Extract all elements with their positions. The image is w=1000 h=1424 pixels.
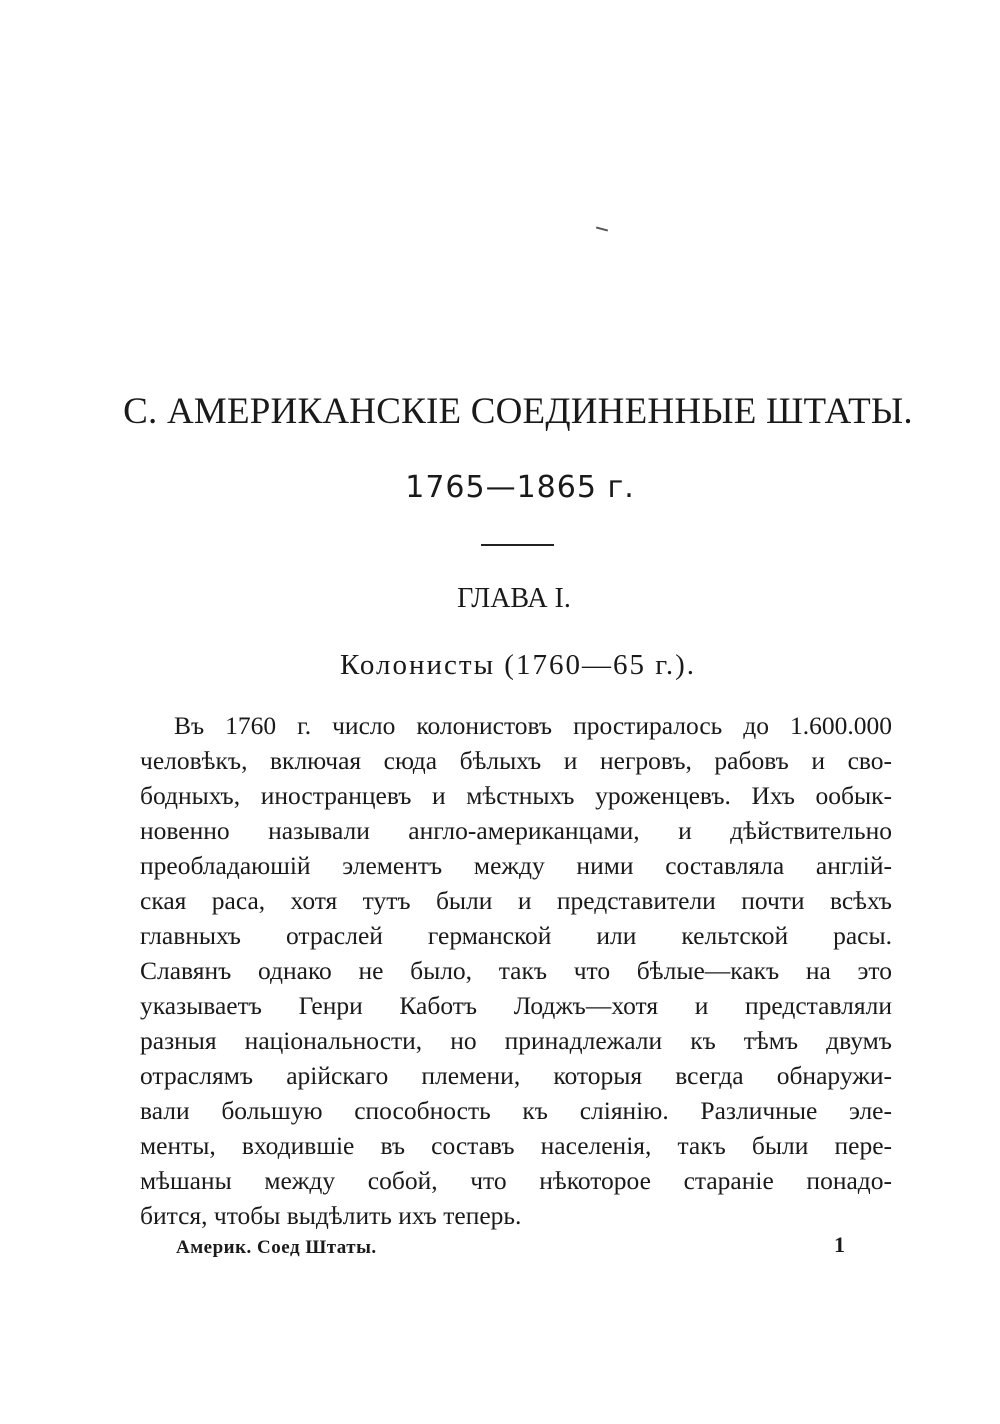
- text-line: главныхъ отраслей германской или кельтской расы.: [140, 921, 892, 950]
- chapter-heading: ГЛАВА I.: [457, 583, 571, 614]
- text-line: бодныхъ, иностранцевъ и мѣстныхъ уроженцевъ. Ихъ ообык-: [140, 781, 892, 810]
- divider-rule: [481, 544, 554, 546]
- text-line: преобладаюшiй элементъ между ними составляла англiй-: [140, 851, 892, 880]
- text-line: ская раса, хотя тутъ были и представители почти всѣхъ: [140, 886, 892, 915]
- text-line: отраслямъ арiйскаго племени, которыя всегда обнаружи-: [140, 1061, 892, 1090]
- body-paragraph: [140, 708, 892, 1233]
- text-line: новенно называли англо-американцами, и дѣйствительно: [140, 816, 892, 845]
- chapter-subtitle: Колонисты (1760—65 г.).: [340, 649, 696, 681]
- year-range: 1765—1865 г.: [405, 470, 635, 505]
- print-speck: [596, 226, 608, 231]
- page-title: С. АМЕРИКАНСКIЕ СОЕДИНЕННЫЕ ШТАТЫ.: [123, 391, 913, 432]
- text-line: вали большую способность къ слiянiю. Различные эле-: [140, 1096, 892, 1125]
- text-line: Славянъ однако не было, такъ что бѣлые—какъ на это: [140, 956, 892, 985]
- page-number: 1: [834, 1232, 845, 1257]
- text-line: Въ 1760 г. число колонистовъ простиралось до 1.600.000: [174, 711, 892, 740]
- text-line: бится, чтобы выдѣлить ихъ теперь.: [140, 1201, 522, 1230]
- text-line: указываетъ Генри Каботъ Лоджъ—хотя и представляли: [140, 991, 892, 1020]
- text-line: мѣшаны между собой, что нѣкоторое старанiе понадо-: [140, 1166, 892, 1195]
- text-line: человѣкъ, включая сюда бѣлыхъ и негровъ, рабовъ и сво-: [140, 746, 892, 775]
- text-line: менты, входившiе въ составъ населенiя, такъ были пере-: [140, 1131, 892, 1160]
- text-line: разныя нацiональности, но принадлежали къ тѣмъ двумъ: [140, 1026, 892, 1055]
- signature-mark: Америк. Соед Штаты.: [176, 1237, 377, 1258]
